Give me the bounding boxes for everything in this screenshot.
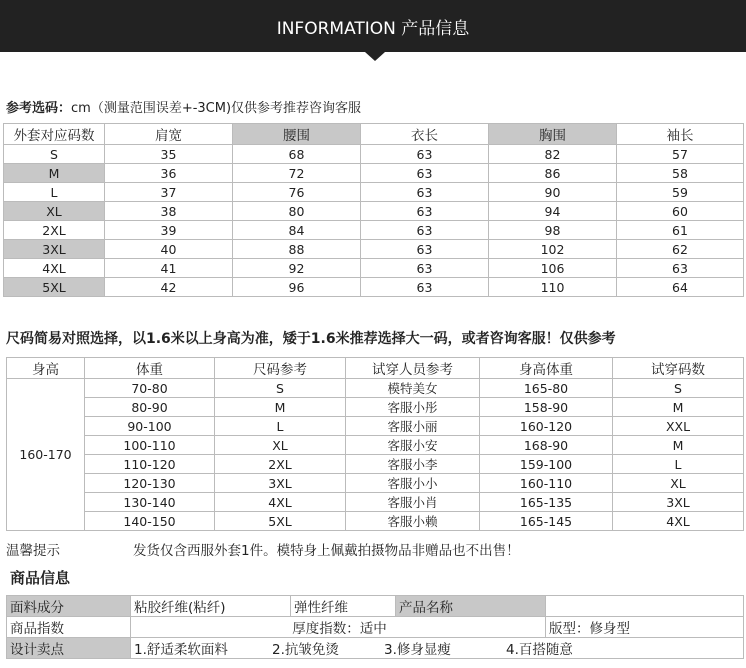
size-cell: 62 (617, 240, 744, 259)
size-cell: 39 (105, 221, 233, 240)
size-table-row (4, 221, 744, 240)
thickness-index: 厚度指数：适中 (131, 617, 546, 638)
fit-header-cell: 试穿人员参考 (346, 358, 480, 379)
selling-point: 3.修身显瘦 (384, 642, 451, 658)
size-cell: 63 (617, 259, 744, 278)
selling-points (131, 638, 744, 659)
fit-cell: 80-90 (85, 398, 215, 417)
index-label: 商品指数 (7, 617, 131, 638)
size-table-row (4, 183, 744, 202)
fit-cell: 120-130 (85, 474, 215, 493)
size-header-cell: 腰围 (233, 124, 361, 145)
reference-note-text: cm（测量范围误差+-3CM)仅供参考推荐咨询客服 (71, 101, 362, 116)
banner-arrow (365, 52, 385, 61)
size-cell: 110 (489, 278, 617, 297)
selling-point: 4.百搭随意 (506, 642, 573, 658)
fit-cell: M (613, 436, 744, 455)
fit-cell: 160-110 (480, 474, 613, 493)
size-table (3, 123, 744, 297)
fit-header-cell: 身高体重 (480, 358, 613, 379)
fit-cell: XL (215, 436, 346, 455)
fabric-label: 面料成分 (7, 596, 131, 617)
fit-cell: S (215, 379, 346, 398)
size-cell: 86 (489, 164, 617, 183)
size-header-cell: 袖长 (617, 124, 744, 145)
size-cell: 68 (233, 145, 361, 164)
fit-cell: 客服小丽 (346, 417, 480, 436)
size-cell: 57 (617, 145, 744, 164)
fit-cell: 4XL (215, 493, 346, 512)
fit-header-cell: 体重 (85, 358, 215, 379)
size-cell: XL (4, 202, 105, 221)
size-cell: 92 (233, 259, 361, 278)
size-cell: 106 (489, 259, 617, 278)
size-cell: 63 (361, 164, 489, 183)
fit-cell: 165-135 (480, 493, 613, 512)
size-cell: 88 (233, 240, 361, 259)
size-cell: 58 (617, 164, 744, 183)
info-banner (0, 0, 746, 52)
selling-point: 2.抗皱免烫 (272, 642, 339, 658)
size-cell: 5XL (4, 278, 105, 297)
product-name-value (546, 596, 744, 617)
fit-table-row (7, 493, 744, 512)
selling-point: 1.舒适柔软面料 (134, 642, 228, 658)
size-cell: 76 (233, 183, 361, 202)
size-cell: 61 (617, 221, 744, 240)
fit-table-row (7, 398, 744, 417)
size-cell: 4XL (4, 259, 105, 278)
size-cell: S (4, 145, 105, 164)
banner-title: INFORMATION 产品信息 (276, 18, 470, 39)
size-header-cell: 衣长 (361, 124, 489, 145)
fit-cell: 110-120 (85, 455, 215, 474)
fit-cell: 2XL (215, 455, 346, 474)
size-cell: 38 (105, 202, 233, 221)
fit-note: 尺码简易对照选择，以1.6米以上身高为准，矮于1.6米推荐选择大一码，或者咨询客服！仅供参考 (6, 331, 616, 347)
size-header-cell: 肩宽 (105, 124, 233, 145)
fit-cell: 165-80 (480, 379, 613, 398)
fit-cell: 模特美女 (346, 379, 480, 398)
size-cell: 63 (361, 221, 489, 240)
size-cell: M (4, 164, 105, 183)
size-cell: L (4, 183, 105, 202)
size-cell: 63 (361, 259, 489, 278)
fit-table-row (7, 455, 744, 474)
fit-cell: 客服小小 (346, 474, 480, 493)
fit-cell: 140-150 (85, 512, 215, 531)
size-cell: 63 (361, 145, 489, 164)
fit-cell: XL (613, 474, 744, 493)
fit-table-row (7, 417, 744, 436)
product-info-row (7, 617, 744, 638)
fit-cell: M (215, 398, 346, 417)
fit-cell: 70-80 (85, 379, 215, 398)
size-table-row (4, 259, 744, 278)
size-cell: 102 (489, 240, 617, 259)
size-cell: 84 (233, 221, 361, 240)
size-cell: 63 (361, 183, 489, 202)
fit-style: 版型：修身型 (546, 617, 744, 638)
size-cell: 2XL (4, 221, 105, 240)
fit-table-row (7, 512, 744, 531)
fit-cell: 160-120 (480, 417, 613, 436)
size-cell: 90 (489, 183, 617, 202)
size-cell: 3XL (4, 240, 105, 259)
fit-cell: L (613, 455, 744, 474)
fit-cell: S (613, 379, 744, 398)
fit-cell: 客服小肖 (346, 493, 480, 512)
height-range-cell: 160-170 (7, 379, 85, 531)
size-cell: 37 (105, 183, 233, 202)
product-name-label: 产品名称 (396, 596, 546, 617)
reference-note (6, 97, 361, 116)
fit-cell: 100-110 (85, 436, 215, 455)
fabric-value: 弹性纤维 (291, 596, 396, 617)
fit-header-cell: 身高 (7, 358, 85, 379)
size-cell: 94 (489, 202, 617, 221)
tip-label: 温馨提示 (6, 543, 60, 559)
size-table-row (4, 145, 744, 164)
reference-note-label: 参考选码： (6, 101, 72, 116)
size-cell: 72 (233, 164, 361, 183)
selling-label: 设计卖点 (7, 638, 131, 659)
fit-cell: L (215, 417, 346, 436)
size-cell: 40 (105, 240, 233, 259)
fit-cell: 客服小安 (346, 436, 480, 455)
size-cell: 60 (617, 202, 744, 221)
size-header-cell: 外套对应码数 (4, 124, 105, 145)
fit-cell: 3XL (613, 493, 744, 512)
fit-table-row (7, 436, 744, 455)
size-cell: 35 (105, 145, 233, 164)
fit-cell: 3XL (215, 474, 346, 493)
product-info-row (7, 638, 744, 659)
fit-cell: 158-90 (480, 398, 613, 417)
fit-cell: 165-145 (480, 512, 613, 531)
product-info-row (7, 596, 744, 617)
size-cell: 64 (617, 278, 744, 297)
product-info-title: 商品信息 (10, 569, 71, 587)
size-cell: 42 (105, 278, 233, 297)
fit-table-header (7, 358, 744, 379)
size-table-row (4, 164, 744, 183)
fit-cell: M (613, 398, 744, 417)
tip-text: 发货仅含西服外套1件。模特身上佩戴拍摄物品非赠品也不出售！ (133, 543, 520, 559)
fit-cell: 130-140 (85, 493, 215, 512)
size-cell: 98 (489, 221, 617, 240)
fit-cell: 90-100 (85, 417, 215, 436)
fit-table-row (7, 379, 744, 398)
product-info-table (6, 595, 744, 659)
fit-cell: XXL (613, 417, 744, 436)
fit-cell: 客服小赖 (346, 512, 480, 531)
fit-cell: 4XL (613, 512, 744, 531)
fit-cell: 168-90 (480, 436, 613, 455)
size-table-row (4, 202, 744, 221)
fit-table-row (7, 474, 744, 493)
size-table-header (4, 124, 744, 145)
fit-cell: 客服小彤 (346, 398, 480, 417)
size-cell: 80 (233, 202, 361, 221)
fit-header-cell: 试穿码数 (613, 358, 744, 379)
fit-cell: 客服小李 (346, 455, 480, 474)
size-cell: 41 (105, 259, 233, 278)
size-cell: 36 (105, 164, 233, 183)
size-header-cell: 胸围 (489, 124, 617, 145)
fit-header-cell: 尺码参考 (215, 358, 346, 379)
fabric-value: 粘胶纤维(粘纤) (131, 596, 291, 617)
size-cell: 82 (489, 145, 617, 164)
size-cell: 63 (361, 202, 489, 221)
size-cell: 59 (617, 183, 744, 202)
size-cell: 63 (361, 278, 489, 297)
fit-cell: 159-100 (480, 455, 613, 474)
size-table-row (4, 278, 744, 297)
fit-cell: 5XL (215, 512, 346, 531)
size-cell: 63 (361, 240, 489, 259)
size-cell: 96 (233, 278, 361, 297)
size-table-row (4, 240, 744, 259)
fit-table (6, 357, 744, 531)
